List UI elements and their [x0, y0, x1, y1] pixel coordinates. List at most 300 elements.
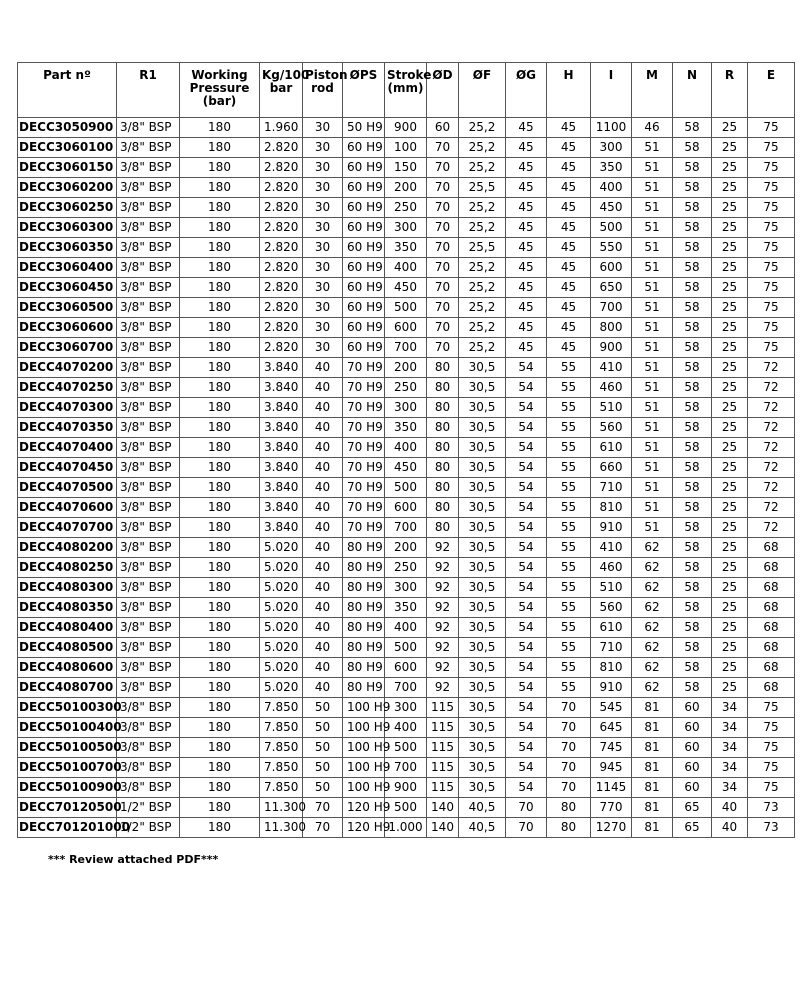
cell-r: 25 — [712, 578, 748, 598]
cell-n: 65 — [673, 798, 712, 818]
cell-i: 1270 — [591, 818, 632, 838]
cell-og: 54 — [506, 458, 547, 478]
cell-of: 30,5 — [459, 718, 506, 738]
cell-m: 62 — [632, 538, 673, 558]
cell-of: 30,5 — [459, 758, 506, 778]
cell-od: 70 — [427, 258, 459, 278]
cell-working-pressure: 180 — [180, 518, 260, 538]
cell-r1: 3/8" BSP — [117, 558, 180, 578]
cell-og: 45 — [506, 298, 547, 318]
cell-og: 54 — [506, 378, 547, 398]
cell-og: 45 — [506, 118, 547, 138]
table-row — [18, 118, 795, 138]
cell-i: 810 — [591, 498, 632, 518]
table-row — [18, 678, 795, 698]
cell-od: 60 — [427, 118, 459, 138]
cell-od: 80 — [427, 518, 459, 538]
cell-n: 60 — [673, 698, 712, 718]
cell-r: 25 — [712, 238, 748, 258]
cell-stroke: 900 — [385, 118, 427, 138]
cell-e: 73 — [748, 818, 795, 838]
cell-working-pressure: 180 — [180, 758, 260, 778]
cell-working-pressure: 180 — [180, 238, 260, 258]
cell-r: 25 — [712, 118, 748, 138]
cell-stroke: 700 — [385, 678, 427, 698]
cell-od: 92 — [427, 678, 459, 698]
cell-kg-100-bar: 3.840 — [260, 418, 303, 438]
table-row — [18, 178, 795, 198]
cell-kg-100-bar: 5.020 — [260, 598, 303, 618]
cell-r: 25 — [712, 338, 748, 358]
cell-m: 81 — [632, 778, 673, 798]
cell-r: 25 — [712, 218, 748, 238]
cell-od: 80 — [427, 438, 459, 458]
cell-od: 92 — [427, 658, 459, 678]
cell-kg-100-bar: 5.020 — [260, 578, 303, 598]
table-row — [18, 498, 795, 518]
cell-kg-100-bar: 7.850 — [260, 778, 303, 798]
cell-kg-100-bar: 7.850 — [260, 758, 303, 778]
cell-i: 1145 — [591, 778, 632, 798]
cell-m: 51 — [632, 198, 673, 218]
cell-r: 25 — [712, 438, 748, 458]
cell-ops: 60 H9 — [343, 338, 385, 358]
cell-n: 58 — [673, 358, 712, 378]
cell-working-pressure: 180 — [180, 698, 260, 718]
cell-e: 75 — [748, 318, 795, 338]
cell-stroke: 200 — [385, 538, 427, 558]
cell-m: 62 — [632, 638, 673, 658]
cell-r: 25 — [712, 398, 748, 418]
cell-e: 68 — [748, 678, 795, 698]
cell-n: 58 — [673, 678, 712, 698]
cell-ops: 60 H9 — [343, 138, 385, 158]
cell-part-no: DECC3060250 — [18, 198, 117, 218]
cell-r: 25 — [712, 418, 748, 438]
cell-of: 30,5 — [459, 698, 506, 718]
table-row — [18, 798, 795, 818]
cell-working-pressure: 180 — [180, 178, 260, 198]
cell-r1: 3/8" BSP — [117, 358, 180, 378]
cell-of: 30,5 — [459, 418, 506, 438]
cell-i: 1100 — [591, 118, 632, 138]
table-row — [18, 518, 795, 538]
cell-stroke: 250 — [385, 558, 427, 578]
cell-r: 25 — [712, 638, 748, 658]
table-row — [18, 238, 795, 258]
cell-of: 30,5 — [459, 498, 506, 518]
cell-og: 45 — [506, 338, 547, 358]
cell-e: 75 — [748, 218, 795, 238]
cell-r1: 3/8" BSP — [117, 618, 180, 638]
cell-od: 70 — [427, 198, 459, 218]
cell-piston-rod: 30 — [303, 158, 343, 178]
cell-r1: 3/8" BSP — [117, 138, 180, 158]
cell-od: 80 — [427, 358, 459, 378]
cell-working-pressure: 180 — [180, 298, 260, 318]
cell-part-no: DECC3060350 — [18, 238, 117, 258]
table-row — [18, 638, 795, 658]
cell-part-no: DECC4070400 — [18, 438, 117, 458]
cell-r1: 3/8" BSP — [117, 378, 180, 398]
cell-od: 70 — [427, 338, 459, 358]
cell-h: 45 — [547, 278, 591, 298]
table-row — [18, 258, 795, 278]
table-row — [18, 338, 795, 358]
cell-r1: 3/8" BSP — [117, 298, 180, 318]
cell-e: 68 — [748, 638, 795, 658]
cell-i: 300 — [591, 138, 632, 158]
cell-e: 68 — [748, 558, 795, 578]
cell-working-pressure: 180 — [180, 458, 260, 478]
cell-i: 545 — [591, 698, 632, 718]
cell-i: 660 — [591, 458, 632, 478]
cell-part-no: DECC4070300 — [18, 398, 117, 418]
cell-r: 40 — [712, 818, 748, 838]
cell-h: 45 — [547, 118, 591, 138]
cell-og: 54 — [506, 738, 547, 758]
cell-m: 51 — [632, 398, 673, 418]
cell-m: 51 — [632, 318, 673, 338]
cell-of: 30,5 — [459, 658, 506, 678]
cell-ops: 60 H9 — [343, 258, 385, 278]
cell-working-pressure: 180 — [180, 198, 260, 218]
cell-of: 30,5 — [459, 598, 506, 618]
cell-r1: 3/8" BSP — [117, 518, 180, 538]
table-row — [18, 218, 795, 238]
cell-i: 510 — [591, 578, 632, 598]
cell-e: 72 — [748, 458, 795, 478]
table-row — [18, 578, 795, 598]
cell-n: 58 — [673, 638, 712, 658]
cell-working-pressure: 180 — [180, 738, 260, 758]
cell-r1: 3/8" BSP — [117, 278, 180, 298]
cell-part-no: DECC50100900 — [18, 778, 117, 798]
cell-r1: 3/8" BSP — [117, 678, 180, 698]
table-row — [18, 458, 795, 478]
cell-r1: 3/8" BSP — [117, 458, 180, 478]
cell-stroke: 700 — [385, 758, 427, 778]
cell-i: 610 — [591, 618, 632, 638]
cell-r: 34 — [712, 718, 748, 738]
cell-kg-100-bar: 2.820 — [260, 218, 303, 238]
table-body — [18, 118, 795, 838]
cell-h: 55 — [547, 418, 591, 438]
column-header-m: M — [632, 63, 673, 118]
cell-part-no: DECC4080200 — [18, 538, 117, 558]
cell-piston-rod: 50 — [303, 698, 343, 718]
cell-of: 30,5 — [459, 558, 506, 578]
cell-piston-rod: 70 — [303, 818, 343, 838]
column-header-r: R — [712, 63, 748, 118]
cell-m: 51 — [632, 218, 673, 238]
cell-piston-rod: 40 — [303, 638, 343, 658]
column-header-of: ØF — [459, 63, 506, 118]
cell-piston-rod: 30 — [303, 238, 343, 258]
cell-r: 25 — [712, 538, 748, 558]
cell-og: 54 — [506, 758, 547, 778]
cell-r1: 3/8" BSP — [117, 598, 180, 618]
cell-e: 75 — [748, 198, 795, 218]
cell-h: 55 — [547, 558, 591, 578]
cell-ops: 70 H9 — [343, 418, 385, 438]
cell-of: 25,5 — [459, 238, 506, 258]
cell-m: 62 — [632, 618, 673, 638]
cell-ops: 80 H9 — [343, 678, 385, 698]
cell-ops: 60 H9 — [343, 318, 385, 338]
cell-r: 25 — [712, 618, 748, 638]
cell-part-no: DECC3060700 — [18, 338, 117, 358]
cell-od: 70 — [427, 298, 459, 318]
cell-m: 51 — [632, 378, 673, 398]
cell-kg-100-bar: 3.840 — [260, 518, 303, 538]
cell-kg-100-bar: 3.840 — [260, 478, 303, 498]
cell-piston-rod: 30 — [303, 338, 343, 358]
table-row — [18, 558, 795, 578]
cell-n: 58 — [673, 158, 712, 178]
cell-part-no: DECC3060600 — [18, 318, 117, 338]
cell-od: 70 — [427, 218, 459, 238]
cell-stroke: 500 — [385, 298, 427, 318]
cell-part-no: DECC4070250 — [18, 378, 117, 398]
cell-m: 62 — [632, 578, 673, 598]
cell-piston-rod: 40 — [303, 398, 343, 418]
cell-stroke: 450 — [385, 458, 427, 478]
cell-e: 75 — [748, 238, 795, 258]
cell-piston-rod: 50 — [303, 718, 343, 738]
cell-part-no: DECC3060200 — [18, 178, 117, 198]
cell-stroke: 400 — [385, 718, 427, 738]
cell-part-no: DECC50100300 — [18, 698, 117, 718]
column-header-e: E — [748, 63, 795, 118]
cell-og: 45 — [506, 158, 547, 178]
cell-i: 500 — [591, 218, 632, 238]
cell-ops: 70 H9 — [343, 358, 385, 378]
table-row — [18, 198, 795, 218]
cell-part-no: DECC4080600 — [18, 658, 117, 678]
cell-part-no: DECC50100700 — [18, 758, 117, 778]
cell-od: 140 — [427, 818, 459, 838]
cell-h: 45 — [547, 178, 591, 198]
cell-part-no: DECC50100400 — [18, 718, 117, 738]
cell-m: 51 — [632, 338, 673, 358]
cell-kg-100-bar: 3.840 — [260, 378, 303, 398]
cell-n: 58 — [673, 558, 712, 578]
cell-part-no: DECC3060500 — [18, 298, 117, 318]
cell-kg-100-bar: 5.020 — [260, 678, 303, 698]
cell-r: 25 — [712, 198, 748, 218]
cell-of: 30,5 — [459, 638, 506, 658]
cell-r: 25 — [712, 518, 748, 538]
cell-of: 25,2 — [459, 158, 506, 178]
cell-stroke: 300 — [385, 218, 427, 238]
cell-kg-100-bar: 2.820 — [260, 178, 303, 198]
cell-piston-rod: 40 — [303, 578, 343, 598]
cell-r: 25 — [712, 278, 748, 298]
cell-piston-rod: 30 — [303, 298, 343, 318]
cell-stroke: 200 — [385, 178, 427, 198]
cell-m: 81 — [632, 698, 673, 718]
cell-og: 54 — [506, 678, 547, 698]
cell-working-pressure: 180 — [180, 818, 260, 838]
cell-og: 45 — [506, 198, 547, 218]
cell-r1: 3/8" BSP — [117, 758, 180, 778]
cell-m: 81 — [632, 818, 673, 838]
cell-r1: 3/8" BSP — [117, 198, 180, 218]
cell-i: 745 — [591, 738, 632, 758]
cell-kg-100-bar: 7.850 — [260, 738, 303, 758]
cell-part-no: DECC4070600 — [18, 498, 117, 518]
cell-r1: 3/8" BSP — [117, 338, 180, 358]
cell-i: 560 — [591, 418, 632, 438]
cell-e: 75 — [748, 118, 795, 138]
cell-part-no: DECC4080700 — [18, 678, 117, 698]
cell-working-pressure: 180 — [180, 498, 260, 518]
cell-h: 55 — [547, 638, 591, 658]
cell-e: 68 — [748, 598, 795, 618]
cell-i: 810 — [591, 658, 632, 678]
cell-ops: 70 H9 — [343, 378, 385, 398]
cell-od: 115 — [427, 718, 459, 738]
cell-n: 58 — [673, 518, 712, 538]
cell-n: 58 — [673, 198, 712, 218]
cell-od: 115 — [427, 758, 459, 778]
cell-part-no: DECC4070350 — [18, 418, 117, 438]
cell-r: 34 — [712, 738, 748, 758]
cell-kg-100-bar: 7.850 — [260, 718, 303, 738]
header-row — [18, 63, 795, 118]
cell-h: 55 — [547, 458, 591, 478]
cell-h: 55 — [547, 618, 591, 638]
footer-note: *** Review attached PDF*** — [48, 853, 219, 866]
cell-of: 30,5 — [459, 578, 506, 598]
cell-m: 81 — [632, 738, 673, 758]
table-row — [18, 818, 795, 838]
cell-part-no: DECC70120500 — [18, 798, 117, 818]
table-row — [18, 298, 795, 318]
cell-r1: 3/8" BSP — [117, 698, 180, 718]
cell-r: 34 — [712, 698, 748, 718]
cell-ops: 120 H9 — [343, 798, 385, 818]
cell-stroke: 600 — [385, 498, 427, 518]
cell-od: 70 — [427, 138, 459, 158]
cell-r1: 3/8" BSP — [117, 218, 180, 238]
cell-r1: 1/2" BSP — [117, 798, 180, 818]
cell-h: 70 — [547, 758, 591, 778]
cell-piston-rod: 40 — [303, 658, 343, 678]
cell-stroke: 500 — [385, 738, 427, 758]
cell-n: 58 — [673, 658, 712, 678]
cell-h: 55 — [547, 398, 591, 418]
cell-h: 55 — [547, 478, 591, 498]
cell-h: 45 — [547, 138, 591, 158]
cell-ops: 70 H9 — [343, 478, 385, 498]
cell-piston-rod: 40 — [303, 558, 343, 578]
cell-r1: 3/8" BSP — [117, 158, 180, 178]
cell-m: 81 — [632, 798, 673, 818]
cell-od: 70 — [427, 278, 459, 298]
cell-kg-100-bar: 11.300 — [260, 798, 303, 818]
cell-part-no: DECC4080500 — [18, 638, 117, 658]
cell-r: 25 — [712, 138, 748, 158]
cell-i: 900 — [591, 338, 632, 358]
cell-kg-100-bar: 2.820 — [260, 198, 303, 218]
cell-i: 910 — [591, 678, 632, 698]
cell-od: 92 — [427, 618, 459, 638]
cell-kg-100-bar: 2.820 — [260, 278, 303, 298]
cell-piston-rod: 50 — [303, 778, 343, 798]
cell-stroke: 400 — [385, 258, 427, 278]
cell-of: 30,5 — [459, 458, 506, 478]
cell-n: 58 — [673, 238, 712, 258]
cell-piston-rod: 30 — [303, 318, 343, 338]
cell-m: 51 — [632, 258, 673, 278]
cell-ops: 80 H9 — [343, 558, 385, 578]
table-row — [18, 138, 795, 158]
cell-m: 51 — [632, 238, 673, 258]
cell-og: 54 — [506, 398, 547, 418]
cell-working-pressure: 180 — [180, 138, 260, 158]
cell-r1: 1/2" BSP — [117, 818, 180, 838]
cell-piston-rod: 40 — [303, 378, 343, 398]
cell-n: 58 — [673, 618, 712, 638]
cell-m: 51 — [632, 178, 673, 198]
cell-kg-100-bar: 3.840 — [260, 358, 303, 378]
cell-i: 610 — [591, 438, 632, 458]
cell-part-no: DECC3050900 — [18, 118, 117, 138]
cell-m: 62 — [632, 598, 673, 618]
cell-working-pressure: 180 — [180, 678, 260, 698]
cell-r1: 3/8" BSP — [117, 118, 180, 138]
cell-piston-rod: 40 — [303, 358, 343, 378]
cell-e: 72 — [748, 438, 795, 458]
cell-i: 560 — [591, 598, 632, 618]
cell-stroke: 500 — [385, 798, 427, 818]
cell-og: 54 — [506, 718, 547, 738]
cell-h: 45 — [547, 298, 591, 318]
cell-h: 55 — [547, 678, 591, 698]
cell-m: 51 — [632, 458, 673, 478]
cell-working-pressure: 180 — [180, 318, 260, 338]
cell-od: 92 — [427, 598, 459, 618]
cell-ops: 60 H9 — [343, 218, 385, 238]
cell-kg-100-bar: 2.820 — [260, 158, 303, 178]
cell-of: 40,5 — [459, 818, 506, 838]
cell-piston-rod: 30 — [303, 198, 343, 218]
cell-r1: 3/8" BSP — [117, 778, 180, 798]
cell-i: 600 — [591, 258, 632, 278]
cell-working-pressure: 180 — [180, 578, 260, 598]
table-row — [18, 698, 795, 718]
cell-r1: 3/8" BSP — [117, 238, 180, 258]
cell-e: 72 — [748, 418, 795, 438]
cell-m: 46 — [632, 118, 673, 138]
cell-od: 70 — [427, 178, 459, 198]
cell-of: 25,2 — [459, 198, 506, 218]
cell-og: 54 — [506, 358, 547, 378]
cell-n: 58 — [673, 438, 712, 458]
cell-r1: 3/8" BSP — [117, 658, 180, 678]
cell-e: 68 — [748, 538, 795, 558]
cell-piston-rod: 50 — [303, 738, 343, 758]
cell-e: 72 — [748, 378, 795, 398]
cell-h: 70 — [547, 738, 591, 758]
cell-piston-rod: 30 — [303, 118, 343, 138]
cell-of: 30,5 — [459, 378, 506, 398]
cell-og: 45 — [506, 138, 547, 158]
cell-stroke: 100 — [385, 138, 427, 158]
cell-piston-rod: 40 — [303, 478, 343, 498]
